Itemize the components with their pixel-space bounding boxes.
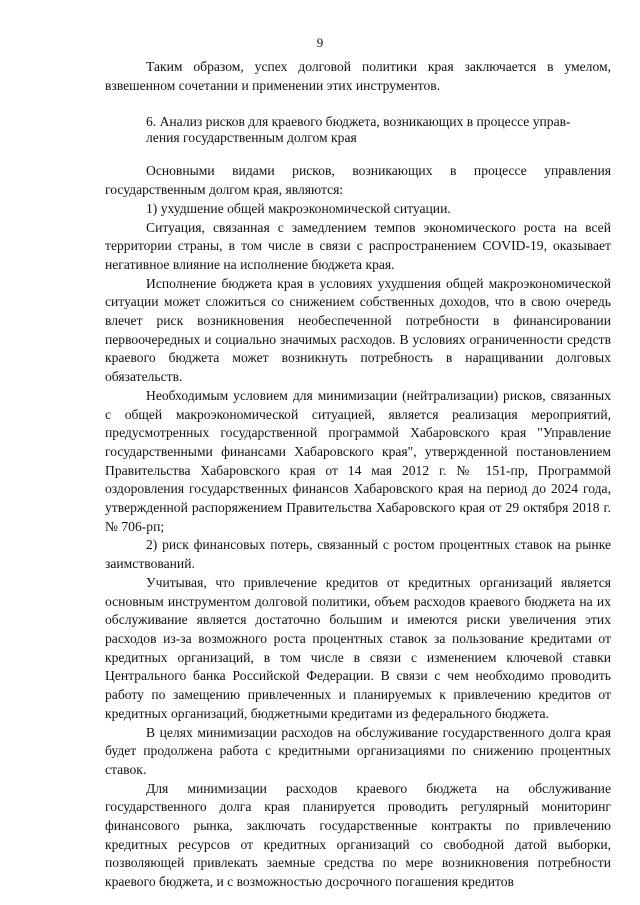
list-item-risk-2: 2) риск финансовых потерь, связанный с ростом процентных ставок на рынке заимствований. [105,537,611,572]
paragraph-monitoring: Для минимизации расходов краевого бюджета на обслуживание государственного долга края планируется проводить регулярный мониторинг финансового рынка, заключать государственные контракты по привлечению кредитных ресурсов от кредитных организаций со свободной датой выборки, позволяющей привлекать заемные средства по мере возникновения потребности краевого бюджета, и с возможностью досрочного погашения кредитов [105,780,611,890]
paragraph-situation: Ситуация, связанная с замедлением темпов экономического роста на всей территории страны, в том числе в связи с распространением COVID-19, оказывает негативное влияние на исполнение бюджета края. [105,219,611,272]
page-number: 9 [316,35,324,50]
paragraph-budget-execution: Исполнение бюджета края в условиях ухудшения общей макроэкономической ситуации может сложиться со снижением собственных доходов, что в свою очередь влечет риск возникновения необеспеченной потребности в финансировании первоочередных и социально значимых расходов. В условиях ограниченности средств краевого бюджета может возникнуть потребность в наращивании долговых обязательств. [105,275,611,385]
paragraph-minimization: Необходимым условием для минимизации (нейтрализации) рисков, связанных с общей макроэкономической ситуацией, является реализация мероприятий, предусмотренных государственной программой Хабаровского края "Управление государственными финансами Хабаровского края", утвержденной постановлением Правительства Хабаровского края от 14 мая 2012 г. № 151-пр, Программой оздоровления государственных финансов Хабаровского края на период до 2024 года, утвержденной распоряжением Правительства Хабаровского края от 29 октября 2018 г. № 706-рп; [105,387,611,534]
section-heading-line1: 6. Анализ рисков для краевого бюджета, возникающих в процессе управ- [146,114,571,130]
page-body [105,58,611,892]
paragraph-conclusion: Таким образом, успех долговой политики края заключается в умелом, взвешенном сочетании и применении этих инструментов. [105,59,611,93]
list-item-risk-1: 1) ухудшение общей макроэкономической ситуации. [146,200,451,216]
section-heading-line2: ления государственным долгом края [146,130,357,146]
section-heading [105,114,611,146]
paragraph-credits: Учитывая, что привлечение кредитов от кредитных организаций является основным инструментом долговой политики, объем расходов краевого бюджета на их обслуживание является достаточно большим и имеются риски увеличения этих расходов из-за возможного роста процентных ставок за пользование кредитами от кредитных организаций, в том числе в связи с изменением ключевой ставки Центрального банка Российской Федерации. В связи с чем необходимо проводить работу по замещению привлеченных и планируемых к привлечению кредитов от кредитных организаций, бюджетными кредитами из федерального бюджета. [105,574,611,721]
paragraph-risk-types: Основными видами рисков, возникающих в процессе управления государственным долгом края, являются: [105,163,611,198]
spacer [105,95,611,114]
paragraph-rate-reduction: В целях минимизации расходов на обслуживание государственного долга края будет продолжена работа с кредитными организациями по снижению процентных ставок. [105,724,611,777]
